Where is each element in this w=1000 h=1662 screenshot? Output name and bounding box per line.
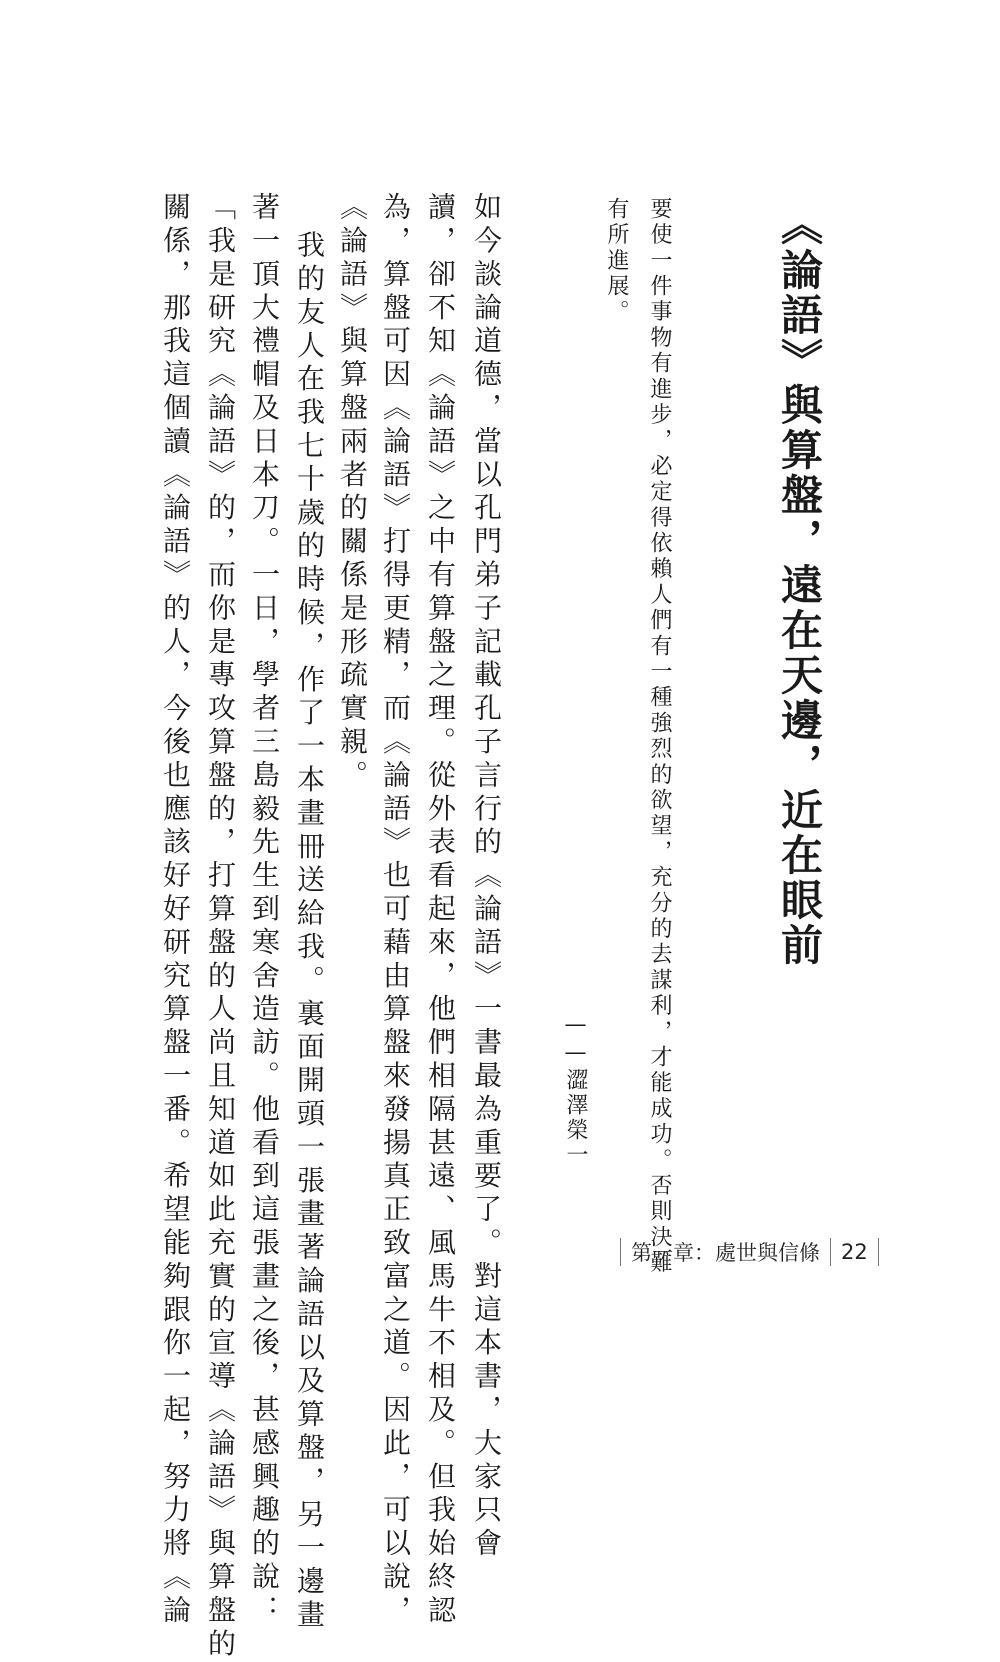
body-column-6: 著一頂大禮帽及日本刀。一日，學者三島毅先生到寒舍造訪。他看到這張畫之後，甚感興趣的說：: [248, 192, 281, 1629]
epigraph-line-1: 要使一件事物有進步，必定得依賴人們有一種強烈的欲望，充分的去謀利，才能成功。否則決難: [647, 197, 672, 1277]
body-column-7: 「我是研究《論語》的，而你是專攻算盤的，打算盤的人尚且知道如此充實的宣導《論語》與算盤的: [204, 192, 237, 1662]
footer-divider-left: [620, 1238, 621, 1266]
body-column-5: 我的友人在我七十歲的時候，作了一本畫冊送給我。裏面開頭一張畫著論語以及算盤，另一邊畫: [293, 230, 326, 1633]
body-column-8: 關係，那我這個讀《論語》的人，今後也應該好好研究算盤一番。希望能夠跟你一起，努力將《論: [159, 192, 192, 1629]
footer-divider-middle: [830, 1238, 831, 1266]
body-column-1: 如今談論道德，當以孔門弟子記載孔子言行的《論語》一書最為重要了。對這本書，大家只會: [470, 192, 503, 1562]
footer-chapter-title: 第一章：處世與信條: [631, 1241, 820, 1265]
epigraph-attribution: ——澀澤榮一: [563, 1012, 588, 1168]
footer-page-number: 22: [841, 1240, 868, 1264]
chapter-section-title: 《論語》與算盤，遠在天邊，近在眼前: [775, 203, 824, 968]
body-column-4: 《論語》與算盤兩者的關係是形疏實親。: [336, 192, 369, 794]
footer-divider-right: [878, 1238, 879, 1266]
body-column-3: 為，算盤可因《論語》打得更精，而《論語》也可藉由算盤來發揚真正致富之道。因此，可以說，: [379, 192, 412, 1629]
epigraph-line-2: 有所進展。: [604, 197, 629, 326]
page-footer: [610, 1232, 889, 1272]
body-column-2: 讀，卻不知《論語》之中有算盤之理。從外表看起來，他們相隔甚遠、風馬牛不相及。但我始終認: [424, 192, 457, 1629]
